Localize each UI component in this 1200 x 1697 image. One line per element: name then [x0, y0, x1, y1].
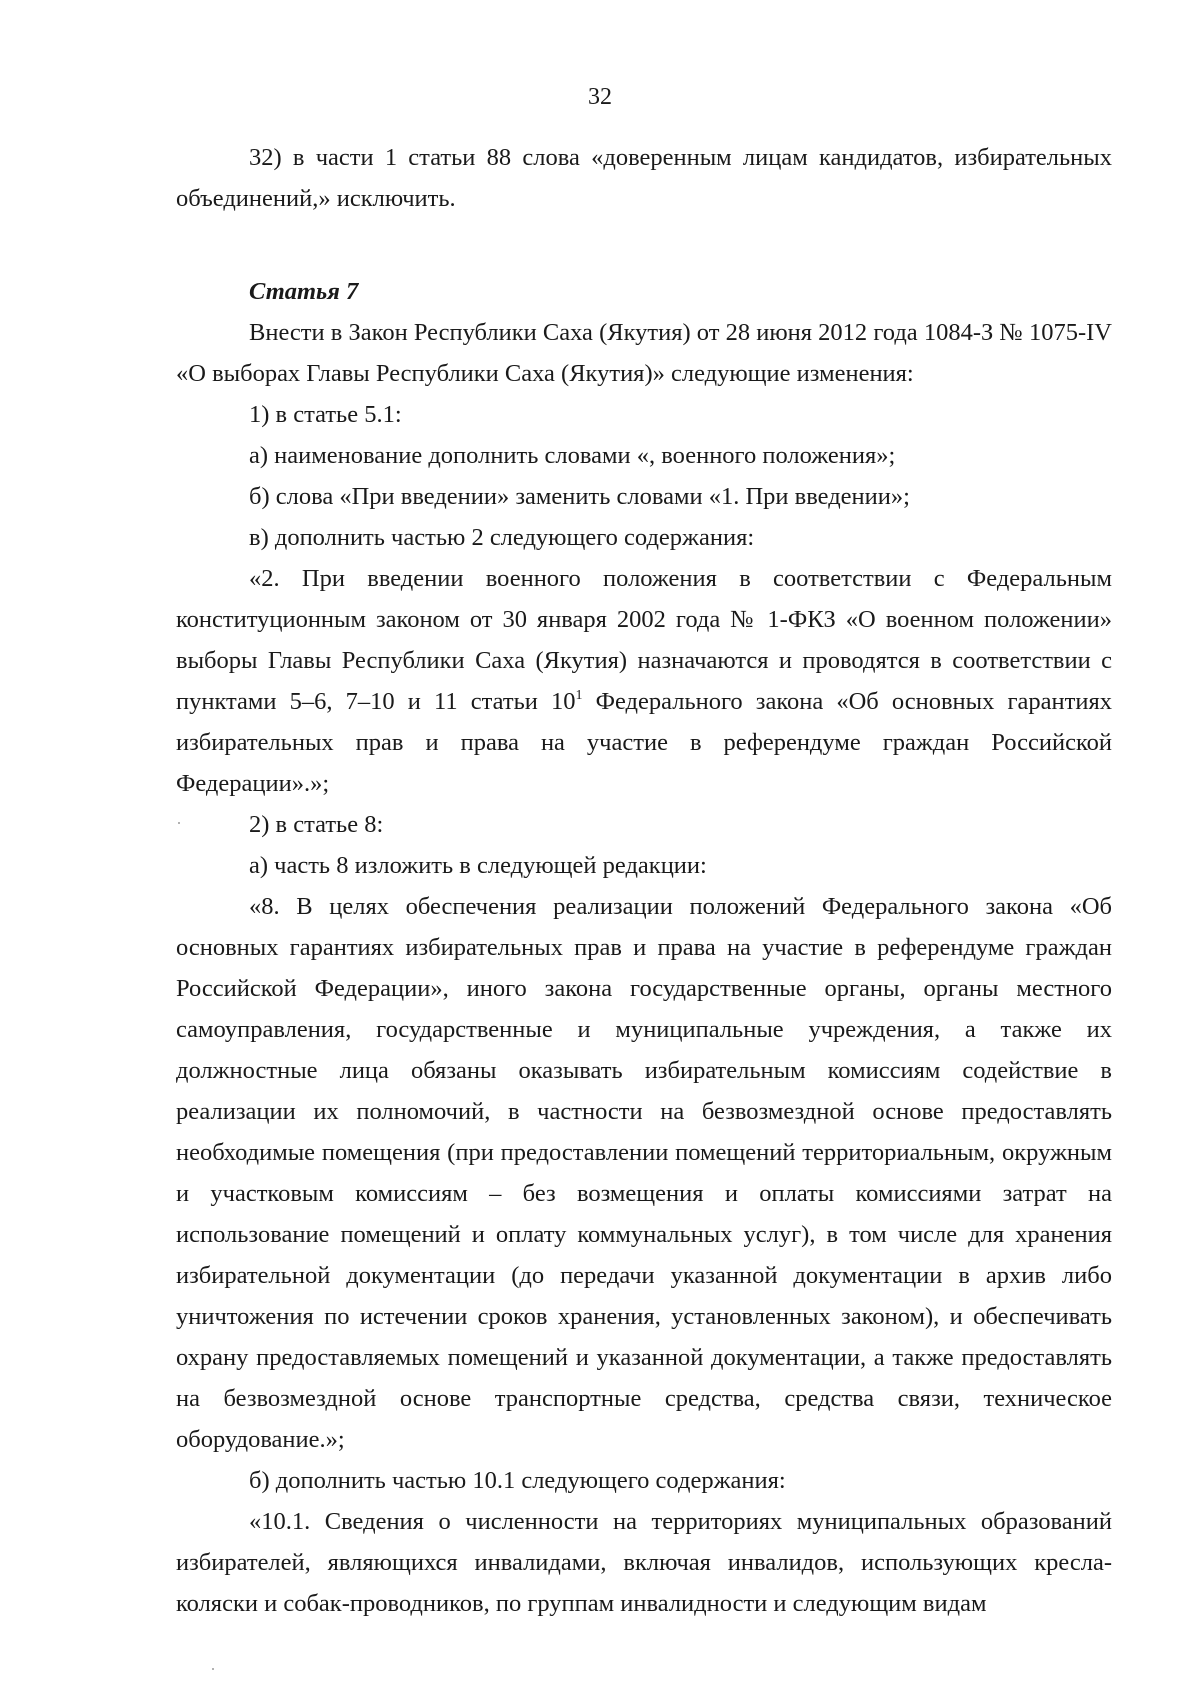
document-body — [176, 137, 1112, 1624]
paragraph-item-2: 2) в статье 8: — [249, 811, 384, 838]
paragraph-article-7-intro: Внести в Закон Республики Саха (Якутия) от 28 июня 2012 года 1084-З № 1075-IV «О выборах Главы Республики Саха (Якутия)» следующие изменения: — [176, 319, 1112, 387]
paragraph-part-8-text: «8. В целях обеспечения реализации положений Федерального закона «Об основных гарантиях избирательных прав и права на участие в референдуме граждан Российской Федерации», иного закона государственные органы, органы местного самоуправления, государственные и муниципальные учреждения, а также их должностные лица обязаны оказывать избирательным комиссиям содействие в реализации их полномочий, в частности на безвозмездной основе предоставлять необходимые помещения (при предоставлении помещений территориальным, окружным и участковым комиссиям – без возмещения и оплаты комиссиями затрат на использование помещений и оплату коммунальных услуг), в том числе для хранения избирательной документации (до передачи указанной документации в архив либо уничтожения по истечении сроков хранения, установленных законом), и обеспечивать охрану предоставляемых помещений и указанной документации, а также предоставлять на безвозмездной основе транспортные средства, средства связи, техническое оборудование.»; — [176, 893, 1112, 1453]
paragraph-subitem-b: б) слова «При введении» заменить словами «1. При введении»; — [249, 483, 910, 510]
scan-speck — [178, 822, 180, 824]
paragraph-item-2-subitem-a: а) часть 8 изложить в следующей редакции: — [249, 852, 707, 879]
paragraph-part-10-1-text: «10.1. Сведения о численности на территориях муниципальных образований избирателей, являющихся инвалидами, включая инвалидов, использующих кресла-коляски и собак-проводников, по группам инвалидности и следующим видам — [176, 1508, 1112, 1617]
part-2-text-start: «2. При введении военного положения в соответствии с Федеральным конституционным законом от 30 января 2002 года № 1-ФКЗ «О военном положении» выборы Главы Республики Саха (Якутия) назначаются и проводятся в соответствии с пунктами 5–6, 7–10 и 11 статьи 10 — [176, 565, 1112, 715]
scan-speck — [212, 1668, 214, 1670]
paragraph-subitem-v: в) дополнить частью 2 следующего содержания: — [249, 524, 755, 551]
page-number: 32 — [588, 84, 612, 110]
part-2-text-end: Федерального закона «Об основных гарантиях избирательных прав и права на участие в референдуме граждан Российской Федерации».»; — [176, 688, 1112, 797]
superscript-1: 1 — [575, 688, 583, 703]
paragraph-item-2-subitem-b: б) дополнить частью 10.1 следующего содержания: — [249, 1467, 786, 1494]
paragraph-subitem-a: а) наименование дополнить словами «, военного положения»; — [249, 442, 896, 469]
article-heading: Статья 7 — [249, 278, 359, 305]
paragraph-item-1: 1) в статье 5.1: — [249, 401, 402, 428]
paragraph-part-2-text — [176, 558, 1112, 804]
paragraph-amendment-32: 32) в части 1 статьи 88 слова «доверенным лицам кандидатов, избирательных объединений,» исключить. — [176, 144, 1112, 212]
